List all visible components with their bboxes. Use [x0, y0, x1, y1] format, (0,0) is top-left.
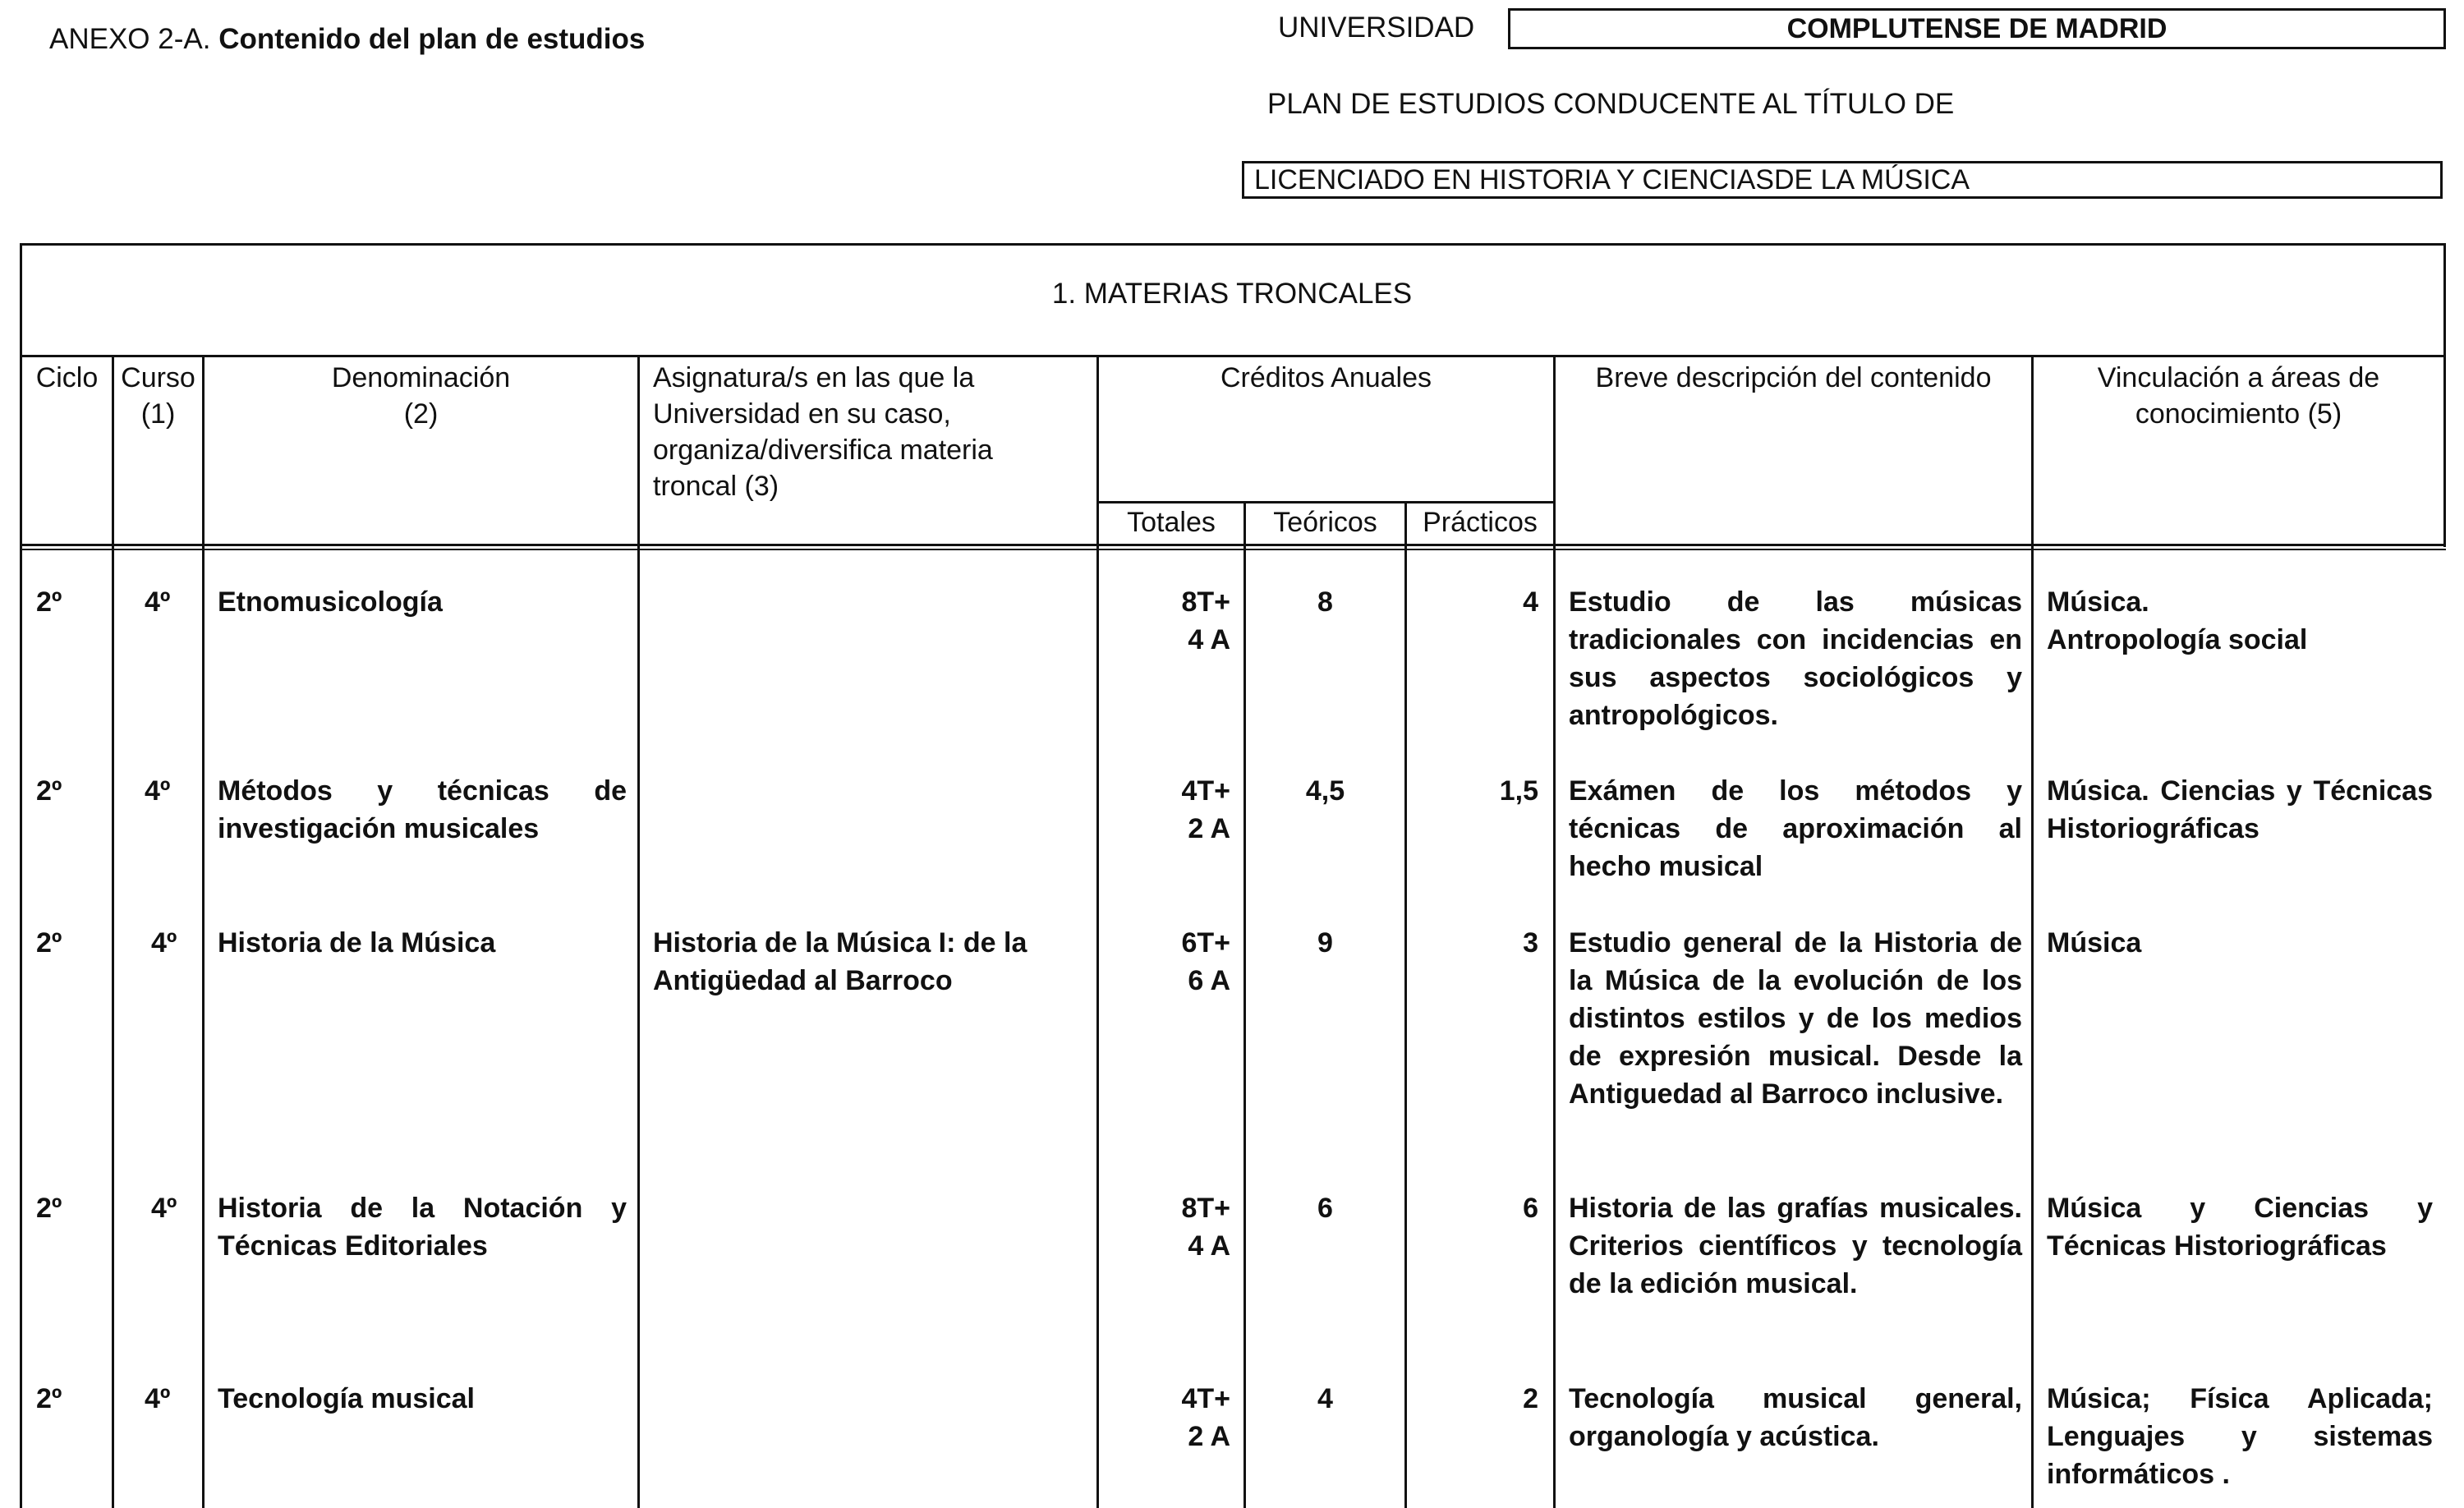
col-header-asignatura: Asignatura/s en las que la Universidad en su caso, organiza/diversifica materia troncal (3) [653, 362, 993, 502]
row-vinculacion: Música; Física Aplicada; Lenguajes y sistemas informáticos . [2047, 1383, 2433, 1490]
row-ciclo: 2º [36, 927, 62, 959]
row-totales-1: 4T+ [1181, 775, 1230, 807]
annex-title [49, 23, 645, 56]
row-teoricos: 8 [1317, 586, 1333, 618]
row-curso: 4º [151, 927, 177, 959]
col-header-denominacion [205, 360, 637, 432]
col-header-descripcion: Breve descripción del contenido [1595, 362, 1992, 393]
section-title: 1. MATERIAS TRONCALES [1051, 278, 1413, 310]
row-descripcion: Estudio general de la Historia de la Música de la evolución de los distintos estilos y de los medios de expresión musical. Desde la Antiguedad al Barroco inclusive. [1569, 927, 2022, 1110]
row-teoricos: 4 [1317, 1383, 1333, 1414]
row-vinculacion: Música. Ciencias y Técnicas Historiográficas [2047, 775, 2433, 844]
plan-label: PLAN DE ESTUDIOS CONDUCENTE AL TÍTULO DE [1267, 88, 1955, 120]
col-sep-teoricos [1404, 501, 1407, 1508]
col-sep-curso [202, 355, 205, 1508]
col-header-totales: Totales [1127, 507, 1216, 538]
row-practicos: 4 [1523, 586, 1538, 618]
row-teoricos: 9 [1317, 927, 1333, 959]
row-ciclo: 2º [36, 1383, 62, 1414]
row-vinculacion: Música. [2047, 586, 2149, 618]
university-name-box: COMPLUTENSE DE MADRID [1508, 8, 2446, 49]
row-totales-1: 4T+ [1181, 1383, 1230, 1414]
col-header-curso-note: (1) [140, 398, 176, 430]
credits-subheader-divider [1096, 501, 1554, 503]
col-sep-creditos [1553, 355, 1556, 1508]
row-vinculacion: Música [2047, 927, 2142, 959]
row-curso: 4º [145, 586, 171, 618]
row-descripcion: Tecnología musical general, organología y acústica. [1569, 1383, 2022, 1452]
row-denominacion: Historia de la Notación y Técnicas Editoriales [218, 1193, 627, 1262]
row-vinculacion-2: Antropología social [2047, 624, 2308, 655]
row-asignatura: Historia de la Música I: de la Antigüedad al Barroco [653, 927, 1027, 996]
col-sep-ciclo [112, 355, 114, 1508]
row-totales-1: 6T+ [1181, 927, 1230, 959]
row-teoricos: 4,5 [1305, 775, 1345, 807]
col-header-curso-label: Curso [121, 362, 195, 393]
row-denominacion: Historia de la Música [218, 927, 496, 959]
row-practicos: 3 [1523, 927, 1538, 959]
col-header-vinculacion: Vinculación a áreas de conocimiento (5) [2097, 362, 2380, 430]
row-practicos: 2 [1523, 1383, 1538, 1414]
row-vinculacion: Música y Ciencias y Técnicas Historiográficas [2047, 1193, 2433, 1262]
col-header-denominacion-note: (2) [403, 398, 439, 430]
title-band-divider [20, 355, 2446, 357]
col-sep-totales [1243, 501, 1246, 1508]
university-label: UNIVERSIDAD [1278, 11, 1475, 44]
col-sep-denominacion [637, 355, 640, 1508]
annex-prefix: ANEXO 2-A. [49, 23, 211, 55]
row-totales-1: 8T+ [1181, 1193, 1230, 1224]
row-denominacion: Etnomusicología [218, 586, 443, 618]
row-ciclo: 2º [36, 586, 62, 618]
row-curso: 4º [151, 1193, 177, 1224]
col-header-denominacion-label: Denominación [331, 362, 511, 393]
col-header-practicos: Prácticos [1423, 507, 1538, 538]
row-descripcion: Estudio de las músicas tradicionales con incidencias en sus aspectos sociológicos y antropológicos. [1569, 586, 2022, 731]
row-practicos: 1,5 [1499, 775, 1538, 807]
col-header-ciclo: Ciclo [35, 362, 99, 393]
row-totales-1: 8T+ [1181, 586, 1230, 618]
col-sep-descripcion [2031, 355, 2034, 1508]
col-header-teoricos: Teóricos [1273, 507, 1377, 538]
row-totales-2: 2 A [1188, 813, 1230, 844]
row-descripcion: Historia de las grafías musicales. Criterios científicos y tecnología de la edición musical. [1569, 1193, 2022, 1299]
row-totales-2: 6 A [1188, 965, 1230, 996]
degree-title-box: LICENCIADO EN HISTORIA Y CIENCIASDE LA MÚSICA [1242, 161, 2443, 199]
row-denominacion: Métodos y técnicas de investigación musicales [218, 775, 627, 844]
row-ciclo: 2º [36, 1193, 62, 1224]
header-divider [20, 544, 2446, 546]
annex-title-text: Contenido del plan de estudios [218, 23, 646, 55]
col-header-curso [114, 360, 202, 432]
row-descripcion: Exámen de los métodos y técnicas de aproximación al hecho musical [1569, 775, 2022, 882]
header-divider-2 [20, 549, 2446, 550]
row-curso: 4º [145, 775, 171, 807]
row-totales-2: 2 A [1188, 1421, 1230, 1452]
row-curso: 4º [145, 1383, 171, 1414]
row-denominacion: Tecnología musical [218, 1383, 476, 1414]
row-ciclo: 2º [36, 775, 62, 807]
table-border-top [20, 243, 2446, 246]
row-totales-2: 4 A [1188, 1230, 1230, 1262]
col-header-creditos: Créditos Anuales [1220, 362, 1432, 393]
row-totales-2: 4 A [1188, 624, 1230, 655]
row-teoricos: 6 [1317, 1193, 1333, 1224]
table-border-left [20, 243, 22, 1508]
row-practicos: 6 [1523, 1193, 1538, 1224]
